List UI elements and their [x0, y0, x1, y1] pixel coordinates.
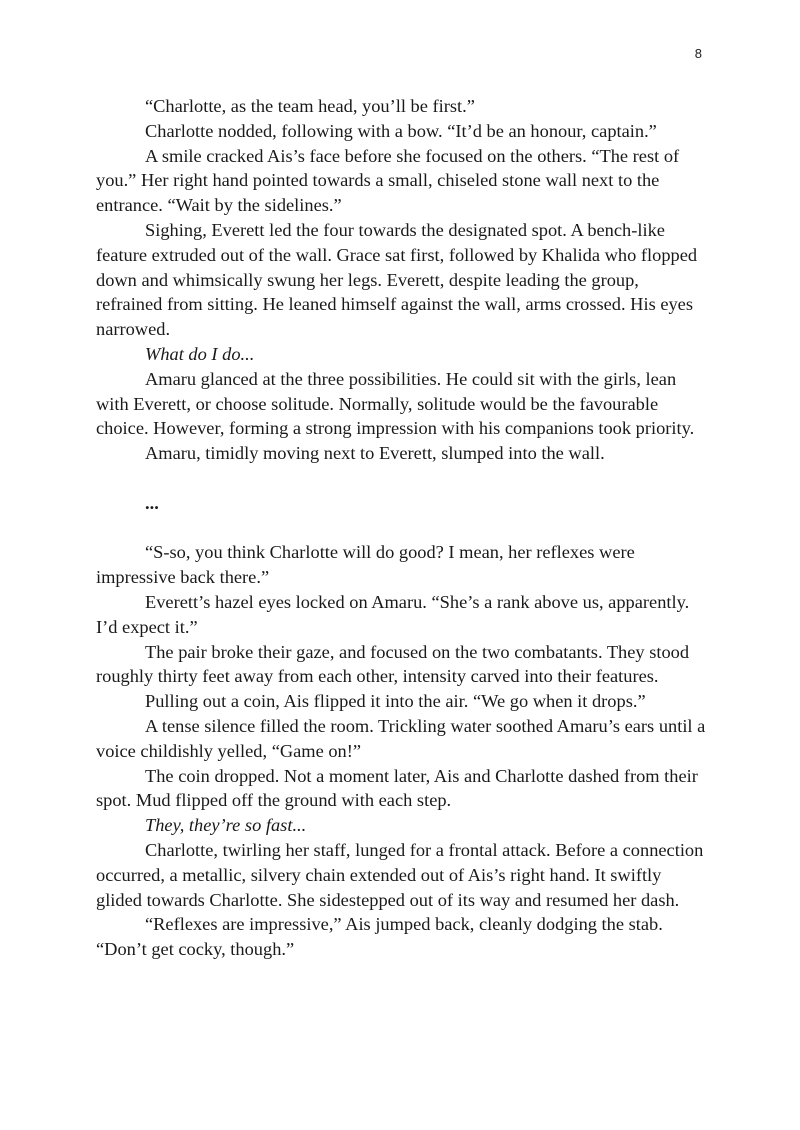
- paragraph: Charlotte nodded, following with a bow. “It’d be an honour, captain.”: [145, 120, 657, 141]
- paragraph: Amaru glanced at the three possibilities. He could sit with the girls, lean with Everett, or choose solitude. Normally, solitude would be the favourable choice. However, forming a strong impression with his companions took priority.: [96, 368, 695, 439]
- italic-thought: What do I do...: [145, 343, 255, 364]
- page-number: 8: [694, 46, 702, 61]
- paragraph: “S-so, you think Charlotte will do good? I mean, her reflexes were impressive back there.”: [96, 542, 635, 588]
- paragraph: The coin dropped. Not a moment later, Ais and Charlotte dashed from their spot. Mud flipped off the ground with each step.: [96, 765, 698, 811]
- paragraph: The pair broke their gaze, and focused on the two combatants. They stood roughly thirty feet away from each other, intensity carved into their features.: [96, 641, 690, 687]
- spacer: [96, 466, 706, 491]
- paragraph: Charlotte, twirling her staff, lunged for a frontal attack. Before a connection occurred, a metallic, silvery chain extended out of Ais’s right hand. It swiftly glided towards Charlotte. She sidestepped out of its way and resumed her dash.: [96, 839, 704, 910]
- italic-thought: They, they’re so fast...: [145, 815, 307, 836]
- paragraph: Amaru, timidly moving next to Everett, slumped into the wall.: [145, 443, 605, 464]
- paragraph: Everett’s hazel eyes locked on Amaru. “She’s a rank above us, apparently. I’d expect it.”: [96, 591, 690, 637]
- paragraph: A tense silence filled the room. Trickling water soothed Amaru’s ears until a voice childishly yelled, “Game on!”: [96, 715, 706, 761]
- scene-break: ...: [145, 492, 159, 513]
- spacer: [96, 516, 706, 541]
- paragraph: Pulling out a coin, Ais flipped it into the air. “We go when it drops.”: [145, 691, 646, 712]
- body-text: [96, 94, 706, 962]
- paragraph: “Reflexes are impressive,” Ais jumped back, cleanly dodging the stab. “Don’t get cocky, though.”: [96, 914, 663, 960]
- paragraph: A smile cracked Ais’s face before she focused on the others. “The rest of you.” Her right hand pointed towards a small, chiseled stone wall next to the entrance. “Wait by the sidelines.”: [96, 145, 680, 216]
- paragraph: Sighing, Everett led the four towards the designated spot. A bench-like feature extruded out of the wall. Grace sat first, followed by Khalida who flopped down and whimsically swung her legs. Everett, despite leading the group, refrained from sitting. He leaned himself against the wall, arms crossed. His eyes narrowed.: [96, 219, 698, 340]
- paragraph: “Charlotte, as the team head, you’ll be first.”: [145, 96, 475, 116]
